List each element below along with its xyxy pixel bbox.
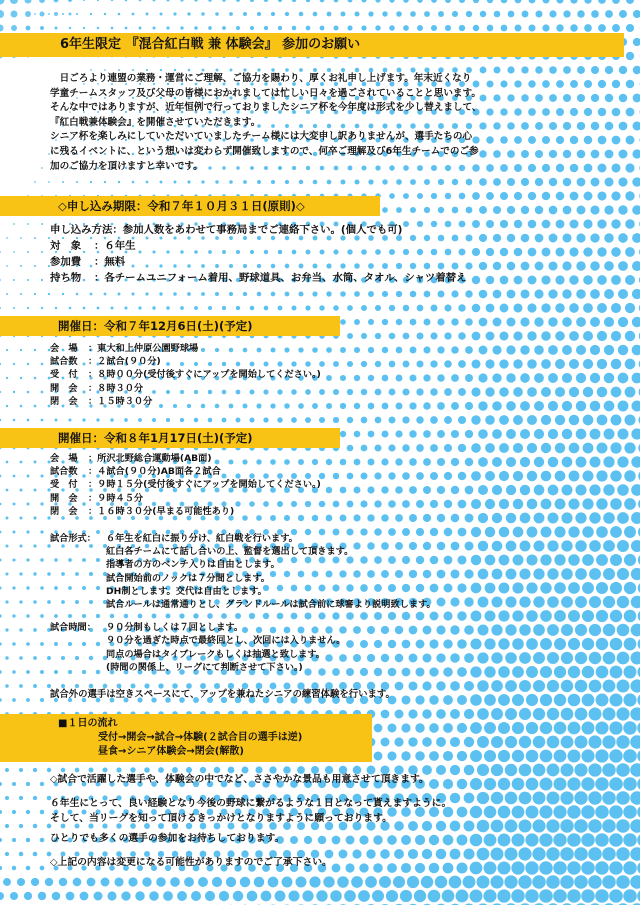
intro-line: 学童チームスタッフ及び父母の皆様におかれましては忙しい日々を過ごされていることと思います。 (50, 87, 481, 99)
row-value: ：８時００分(受付後すぐにアップを開始してください。) (88, 369, 321, 381)
row-value: ：４試合(９０分)AB面各２試合 (88, 466, 221, 478)
format-line: 指導者の方のベンチ入りは自由とします。 (106, 559, 280, 571)
row-value: ：所沢北野総合運動場(AB面) (88, 453, 212, 464)
info-row (50, 368, 321, 381)
day1-heading: 開催日：令和７年12月6日(土)(予定) (0, 316, 340, 336)
day1-details (50, 342, 321, 408)
row-value: ：１５時３０分 (88, 395, 153, 407)
application-method: 申し込み方法：参加人数をあわせて事務局までご連絡下さい。(個人でも可) (50, 224, 403, 236)
page-title: 6年生限定 『混合紅白戦 兼 体験会』 参加のお願い (0, 33, 624, 57)
row-label: 会 場 (50, 453, 78, 464)
info-row (50, 342, 321, 355)
row-value: ：１６時３０分(早まる可能性あり) (88, 505, 235, 517)
row-label: 開 会 (50, 382, 78, 394)
intro-line: そんな中ではありますが、近年恒例で行っておりましたシニア杯を今年度は形式を少し替えまして、 (50, 102, 482, 114)
intro-line: に残るイベントに、という想いは変わらず開催致しますので、何卒ご理解及び6年生チームでのご参 (50, 145, 479, 157)
closing-line: ひとりでも多くの選手の参加をお待ちしております。 (50, 833, 285, 844)
info-row (50, 382, 321, 395)
deadline-heading: ◇申し込み期限：令和７年１０月３１日(原則)◇ (0, 196, 380, 216)
info-row (50, 270, 467, 286)
row-label: 閉 会 (50, 505, 78, 517)
row-value: ：東大和上仲原公園野球場 (88, 343, 199, 354)
row-label: 受 付 (50, 369, 78, 381)
time-line: (時間の関係上、リーグにて判断させて下さい。) (106, 661, 303, 673)
row-value: ：８時３０分 (88, 382, 144, 394)
info-row (50, 238, 467, 254)
change-note: ◇上記の内容は変更になる可能性がありますのでご了承下さい。 (50, 857, 332, 868)
time-lines (106, 621, 345, 674)
row-label: 試合数 (50, 466, 78, 478)
row-label: 参加費 (50, 256, 82, 268)
time-block (50, 621, 436, 674)
row-label: 受 付 (50, 479, 78, 491)
info-row (50, 492, 321, 505)
intro-line: 加のご協力を頂けますと幸いです。 (50, 160, 203, 172)
intro-line: 『紅白戦兼体験会』を開催させていただきます。 (50, 116, 261, 128)
day-flow (0, 714, 372, 762)
time-line: ９０分を過ぎた時点で最終回とし、次回には入りません。 (106, 635, 346, 647)
time-line: ９０分制もしくは７回とします。 (106, 622, 244, 634)
info-row (50, 395, 321, 408)
row-value: ：９時１５分(受付後すぐにアップを開始してください。) (88, 479, 321, 491)
info-row (50, 478, 321, 491)
application-section (50, 222, 467, 286)
game-rules (50, 532, 436, 674)
time-label: 試合時間： (50, 622, 96, 634)
format-line: ６年生を紅白に振り分け、紅白戦を行います。 (106, 533, 298, 544)
flow-title: ■１日の流れ (58, 718, 118, 729)
time-line: 同点の場合はタイブレークもしくは抽選と致します。 (106, 648, 325, 660)
info-row (50, 505, 321, 518)
day2-details (50, 452, 321, 518)
row-label: 持ち物 (50, 272, 82, 284)
row-label: 試合数 (50, 356, 78, 368)
format-lines (106, 532, 436, 611)
format-label: 試合形式： (50, 533, 96, 544)
day2-heading: 開催日：令和８年1月17日(土)(予定) (0, 428, 340, 448)
intro-paragraph (50, 72, 482, 174)
format-block (50, 532, 436, 611)
row-label: 開 会 (50, 492, 78, 504)
outside-note: 試合外の選手は空きスペースにて、アップを兼ねたシニアの練習体験を行います。 (50, 689, 395, 700)
row-label: 閉 会 (50, 395, 78, 407)
row-label: 会 場 (50, 343, 78, 354)
intro-line: シニア杯を楽しみにしていただいていましたチーム様には大変申し訳ありませんが、選手たちの心 (50, 131, 473, 143)
prize-note: ◇試合で活躍した選手や、体験会の中でなど、ささやかな景品も用意させて頂きます。 (50, 774, 429, 785)
format-line: 試合ルールは通常通りとし、グランドルールは試合前に球審より説明致します。 (106, 599, 436, 611)
closing-line: そして、当リーグを知って頂けるきっかけとなりますように願っております。 (50, 813, 392, 824)
flow-line: 昼食→シニア体験会→閉会(解散) (98, 746, 244, 757)
row-value: ：無料 (94, 256, 126, 268)
row-value: ：６年生 (94, 240, 136, 252)
info-row (50, 452, 321, 465)
row-label: 対 象 (50, 240, 82, 252)
closing-line: ６年生にとって、良い経験となり今後の野球に繋がるような１日となって貰えますように。 (50, 798, 452, 809)
row-value: ：各チームユニフォーム着用、野球道具、お弁当、水筒、タオル、シャツ着替え (94, 272, 467, 284)
row-value: ：９時４５分 (88, 492, 144, 504)
info-row (50, 254, 467, 270)
info-row (50, 465, 321, 478)
format-line: 紅白各チームにて話し合いの上、監督を選出して頂きます。 (106, 546, 354, 558)
row-value: ：２試合(９０分) (88, 356, 161, 368)
flow-line: 受付→開会→試合→体験(２試合目の選手は逆) (98, 732, 303, 743)
format-line: 試合開始前のノックは７分間とします。 (106, 572, 270, 584)
info-row (50, 355, 321, 368)
format-line: DH制とします。交代は自由とします。 (106, 585, 267, 597)
intro-line: 日ごろより連盟の業務・運営にご理解、ご協力を賜わり、厚くお礼申し上げます。年末近くなり (50, 73, 472, 84)
